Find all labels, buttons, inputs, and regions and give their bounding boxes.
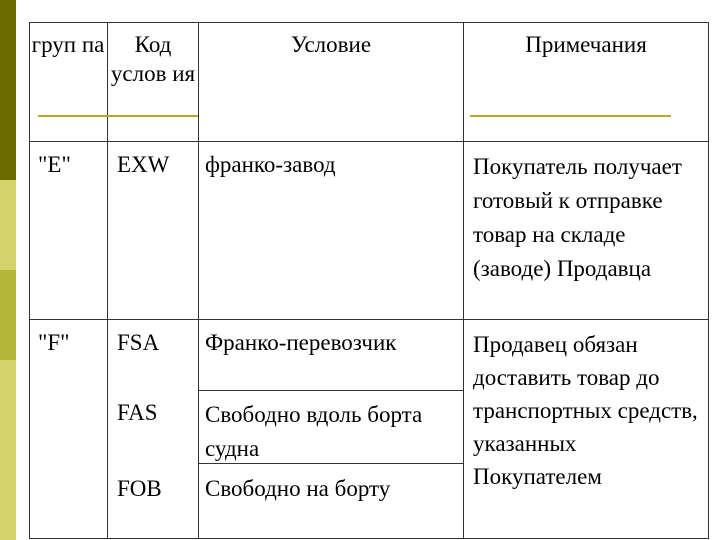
condition-fsa: Франко-перевозчик — [205, 330, 397, 355]
row-divider — [29, 141, 709, 142]
code-fas: FAS — [117, 400, 158, 425]
code-fob: FOB — [117, 476, 162, 501]
table-cell-condition — [205, 398, 435, 466]
column-divider — [463, 22, 464, 539]
column-divider — [198, 22, 199, 539]
row-divider — [198, 390, 464, 391]
group-e-label: "E" — [38, 152, 71, 177]
table-cell-condition — [205, 474, 460, 503]
group-f-label: "F" — [38, 330, 70, 355]
table-cell-group — [38, 328, 106, 357]
condition-exw: франко-завод — [205, 152, 336, 177]
header-condition — [199, 30, 463, 59]
table-cell-code — [117, 150, 197, 179]
sidebar-segment-light — [0, 360, 16, 540]
table-cell-group — [38, 150, 106, 179]
sidebar-segment-dark — [0, 0, 16, 180]
table-cell-condition — [205, 328, 460, 357]
table-border-top — [29, 22, 709, 23]
table-border-bottom — [29, 538, 709, 539]
table-border-right — [708, 22, 709, 539]
header-group-label: груп па — [31, 32, 105, 57]
notes-f-group: Продавец обязан доставить товар до транспортных средств, указанных Покупателем — [473, 332, 698, 489]
column-divider — [107, 22, 108, 539]
header-notes-label: Примечания — [525, 32, 647, 57]
code-fsa: FSA — [117, 330, 160, 355]
condition-fob: Свободно на борту — [205, 476, 391, 501]
header-group — [30, 30, 106, 59]
code-exw: EXW — [117, 152, 170, 177]
notes-e-group: Покупатель получает готовый к отправке товар на складе (заводе) Продавца — [473, 154, 682, 281]
table-cell-code — [117, 398, 197, 427]
header-accent-line — [470, 115, 671, 117]
header-code-label: Код услов ия — [110, 32, 196, 86]
sidebar-strip — [0, 0, 16, 540]
header-code — [110, 30, 196, 88]
header-notes — [464, 30, 708, 59]
header-condition-label: Условие — [290, 32, 372, 57]
row-divider — [29, 319, 709, 320]
table-cell-code — [117, 474, 197, 503]
table-cell-notes — [473, 328, 705, 493]
table-cell-code — [117, 328, 197, 357]
condition-fas: Свободно вдоль борта судна — [205, 402, 423, 461]
table-border-left — [29, 22, 30, 539]
table-cell-notes — [473, 150, 699, 286]
header-accent-line — [38, 115, 198, 117]
sidebar-segment-medium — [0, 270, 16, 360]
table-cell-condition — [205, 150, 460, 179]
sidebar-segment-light — [0, 180, 16, 270]
